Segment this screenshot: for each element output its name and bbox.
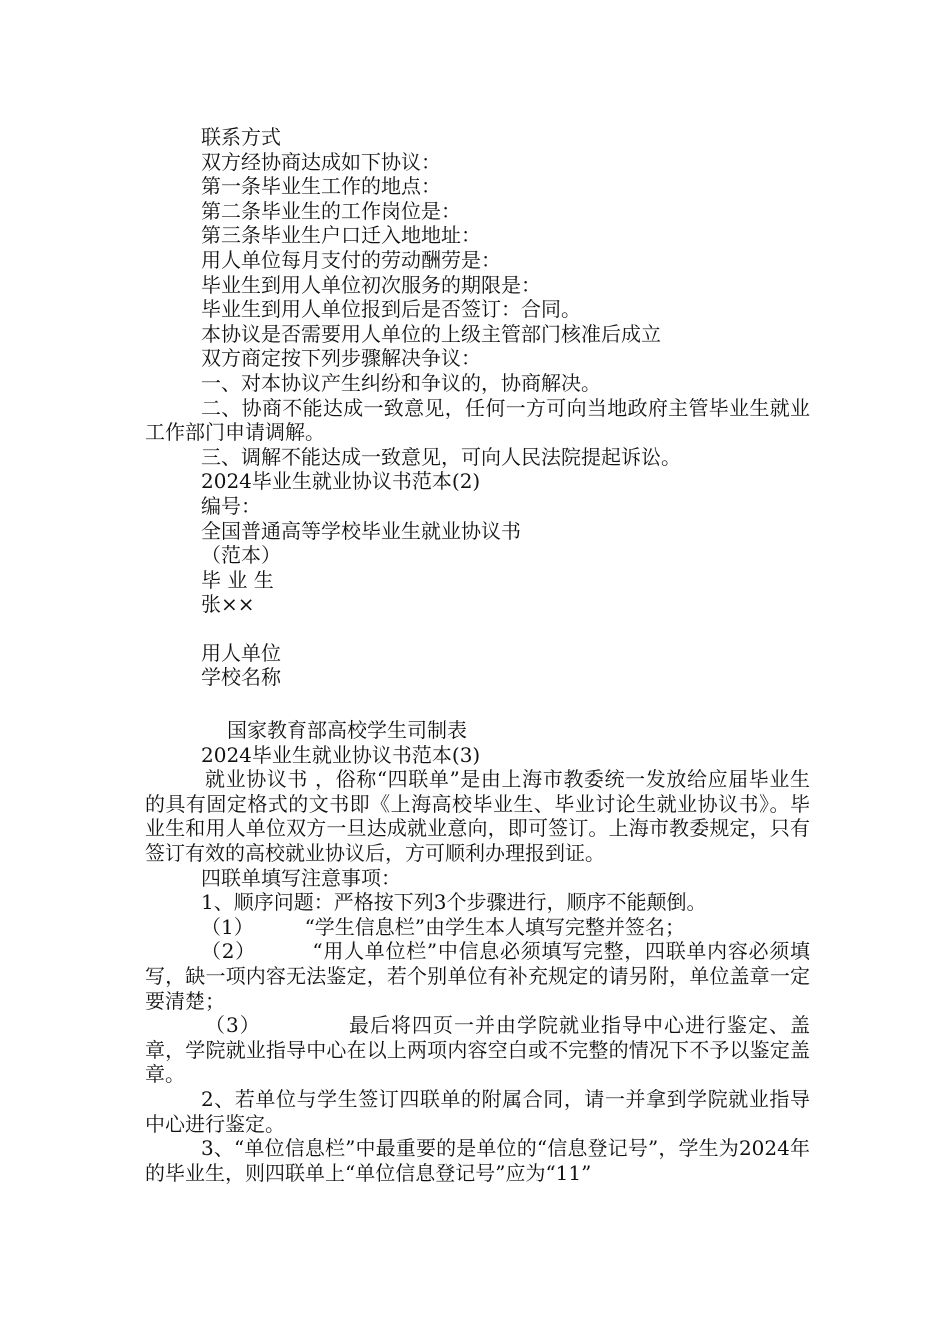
- section-heading: 2024毕业生就业协议书范本(2): [201, 469, 481, 494]
- text-line: 国家教育部高校学生司制表: [227, 718, 467, 743]
- text-line: 毕业生到用人单位报到后是否签订：合同。: [201, 297, 581, 322]
- text-line: （1） “学生信息栏”由学生本人填写完整并签名；: [201, 914, 686, 939]
- section-heading: 2024毕业生就业协议书范本(3): [201, 742, 481, 767]
- text-line: 毕业生到用人单位初次服务的期限是：: [201, 272, 541, 297]
- text-line: 四联单填写注意事项：: [201, 865, 401, 890]
- text-line: 三、调解不能达成一致意见，可向人民法院提起诉讼。: [201, 444, 681, 469]
- text-line: 本协议是否需要用人单位的上级主管部门核准后成立: [201, 321, 661, 346]
- text-line: 一、对本协议产生纠纷和争议的，协商解决。: [201, 370, 601, 395]
- paragraph: 二、协商不能达成一致意见，任何一方可向当地政府主管毕业生就业工作部门申请调解。: [145, 395, 810, 445]
- text-line: 张××: [201, 592, 255, 617]
- text-line: 1、顺序问题：严格按下列3个步骤进行，顺序不能颠倒。: [201, 890, 707, 915]
- text-line: 用人单位每月支付的劳动酬劳是：: [201, 247, 501, 272]
- text-line: 联系方式: [201, 125, 281, 149]
- text-line: 第二条毕业生的工作岗位是：: [201, 198, 461, 223]
- text-line: 学校名称: [201, 665, 281, 690]
- blank-line: [145, 617, 810, 641]
- paragraph: （3） 最后将四页一并由学院就业指导中心进行鉴定、盖章，学院就业指导中心在以上两项内容空白或不完整的情况下不予以鉴定盖章。: [145, 1013, 810, 1087]
- paragraph: （2） “用人单位栏”中信息必须填写完整，四联单内容必须填写，缺一项内容无法鉴定，若个别单位有补充规定的请另附，单位盖章一定要清楚；: [145, 939, 810, 1013]
- text-line: 第三条毕业生户口迁入地地址：: [201, 223, 481, 248]
- paragraph: 3、“单位信息栏”中最重要的是单位的“信息登记号”，学生为2024年的毕业生，则四联单上“单位信息登记号”应为“11”: [145, 1136, 810, 1185]
- document-title: 全国普通高等学校毕业生就业协议书: [201, 518, 521, 543]
- text-line: （范本）: [201, 543, 281, 568]
- paragraph: 就业协议书 ，俗称“四联单”是由上海市教委统一发放给应届毕业生的具有固定格式的文书即《上海高校毕业生、毕业讨论生就业协议书》。毕业生和用人单位双方一旦达成就业意向，即可签订。上海市教委规定，只有签订有效的高校就业协议后，方可顺利办理报到证。: [145, 767, 810, 866]
- text-line: 双方经协商达成如下协议：: [201, 149, 441, 174]
- text-line: 编号：: [201, 493, 261, 518]
- text-line: 双方商定按下列步骤解决争议：: [201, 346, 481, 371]
- blank-line: [145, 690, 810, 718]
- text-line: 毕 业 生: [201, 567, 274, 592]
- document-body: [145, 125, 810, 1185]
- text-line: 第一条毕业生工作的地点：: [201, 174, 441, 199]
- text-line: 用人单位: [201, 640, 281, 665]
- paragraph: 2、若单位与学生签订四联单的附属合同，请一并拿到学院就业指导中心进行鉴定。: [145, 1086, 810, 1136]
